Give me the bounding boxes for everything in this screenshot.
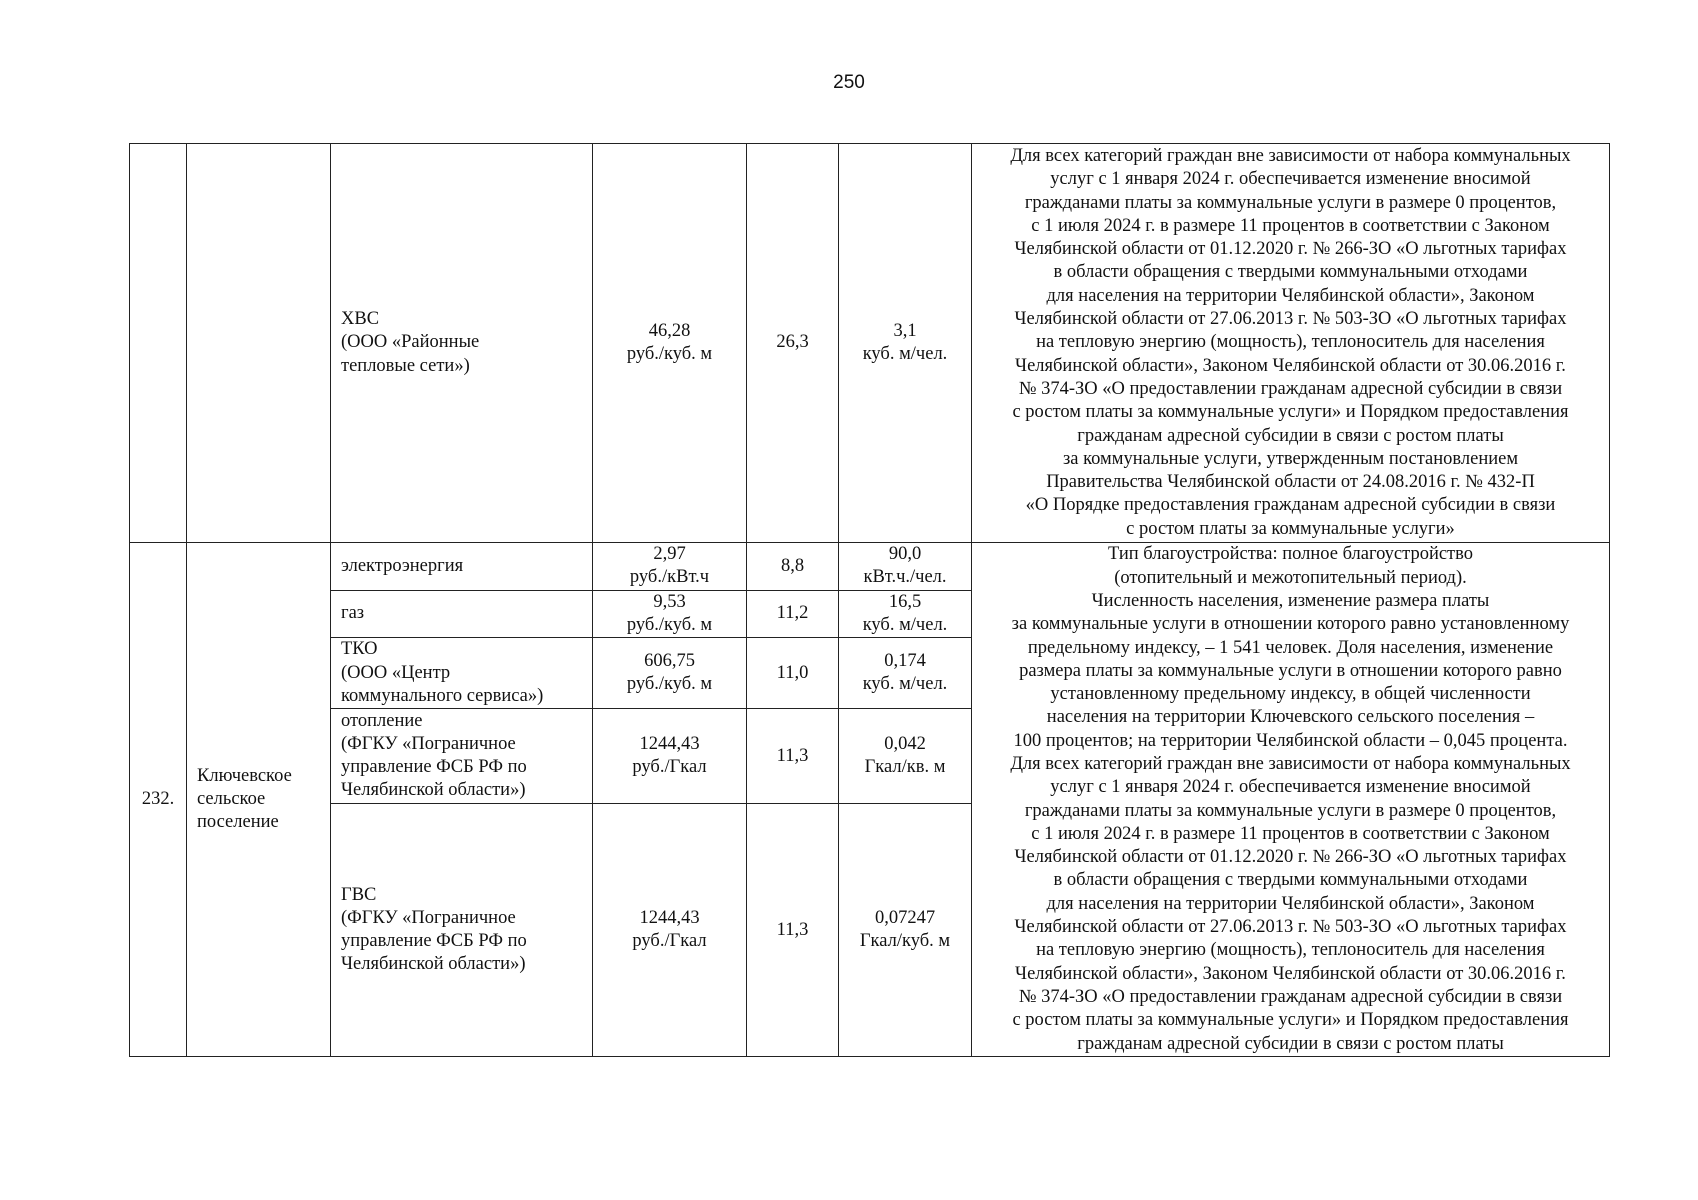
table-row — [130, 543, 1610, 591]
index-cell: 8,8 — [747, 543, 839, 591]
settlement-cell: Ключевское сельское поселение — [187, 543, 331, 1057]
tariff-cell: 606,75 руб./куб. м — [593, 638, 747, 709]
row-number-cell — [130, 144, 187, 543]
index-cell: 11,0 — [747, 638, 839, 709]
tariff-cell: 9,53 руб./куб. м — [593, 590, 747, 638]
page-number: 250 — [833, 72, 865, 93]
service-cell: ГВС (ФГКУ «Пограничное управление ФСБ РФ по Челябинской области») — [331, 804, 593, 1057]
norm-cell: 0,07247 Гкал/куб. м — [839, 804, 972, 1057]
tariff-cell: 1244,43 руб./Гкал — [593, 709, 747, 804]
note-cell: Тип благоустройства: полное благоустройство (отопительный и межотопительный период). Численность населения, изменение размера платы за коммунальные услуги в отношении которого равно установленному предельному индексу, – 1 541 человек. Доля населения, изменение размера платы за коммунальные услуги в отношении которого равно установленному предельному индексу, в общей численности населения на территории Ключевского сельского поселения – 100 процентов; на территории Челябинской области – 0,045 процента. Для всех категорий граждан вне зависимости от набора коммунальных услуг с 1 января 2024 г. обеспечивается изменение вносимой гражданами платы за коммунальные услуги в размере 0 процентов, с 1 июля 2024 г. в размере 11 процентов в соответствии с Законом Челябинской области от 01.12.2020 г. № 266-ЗО «О льготных тарифах в области обращения с твердыми коммунальными отходами для населения на территории Челябинской области», Законом Челябинской области от 27.06.2013 г. № 503-ЗО «О льготных тарифах на тепловую энергию (мощность), теплоноситель для населения Челябинской области», Законом Челябинской области от 30.06.2016 г. № 374-ЗО «О предоставлении гражданам адресной субсидии в связи с ростом платы за коммунальные услуги» и Порядком предоставления гражданам адресной субсидии в связи с ростом платы — [972, 543, 1610, 1057]
table-row — [130, 144, 1610, 543]
settlement-cell — [187, 144, 331, 543]
norm-cell: 0,042 Гкал/кв. м — [839, 709, 972, 804]
service-cell: ХВС (ООО «Районные тепловые сети») — [331, 144, 593, 543]
norm-cell: 3,1 куб. м/чел. — [839, 144, 972, 543]
note-cell: Для всех категорий граждан вне зависимости от набора коммунальных услуг с 1 января 2024 г. обеспечивается изменение вносимой гражданами платы за коммунальные услуги в размере 0 процентов, с 1 июля 2024 г. в размере 11 процентов в соответствии с Законом Челябинской области от 01.12.2020 г. № 266-ЗО «О льготных тарифах в области обращения с твердыми коммунальными отходами для населения на территории Челябинской области», Законом Челябинской области от 27.06.2013 г. № 503-ЗО «О льготных тарифах на тепловую энергию (мощность), теплоноситель для населения Челябинской области», Законом Челябинской области от 30.06.2016 г. № 374-ЗО «О предоставлении гражданам адресной субсидии в связи с ростом платы за коммунальные услуги» и Порядком предоставления гражданам адресной субсидии в связи с ростом платы за коммунальные услуги, утвержденным постановлением Правительства Челябинской области от 24.08.2016 г. № 432-П «О Порядке предоставления гражданам адресной субсидии в связи с ростом платы за коммунальные услуги» — [972, 144, 1610, 543]
service-cell: ТКО (ООО «Центр коммунального сервиса») — [331, 638, 593, 709]
tariff-cell: 46,28 руб./куб. м — [593, 144, 747, 543]
index-cell: 11,2 — [747, 590, 839, 638]
service-cell: отопление (ФГКУ «Пограничное управление ФСБ РФ по Челябинской области») — [331, 709, 593, 804]
norm-cell: 0,174 куб. м/чел. — [839, 638, 972, 709]
norm-cell: 90,0 кВт.ч./чел. — [839, 543, 972, 591]
index-cell: 11,3 — [747, 804, 839, 1057]
norm-cell: 16,5 куб. м/чел. — [839, 590, 972, 638]
tariff-table — [129, 143, 1610, 1057]
service-cell: газ — [331, 590, 593, 638]
index-cell: 11,3 — [747, 709, 839, 804]
tariff-cell: 2,97 руб./кВт.ч — [593, 543, 747, 591]
index-cell: 26,3 — [747, 144, 839, 543]
service-cell: электроэнергия — [331, 543, 593, 591]
tariff-cell: 1244,43 руб./Гкал — [593, 804, 747, 1057]
row-number-cell: 232. — [130, 543, 187, 1057]
